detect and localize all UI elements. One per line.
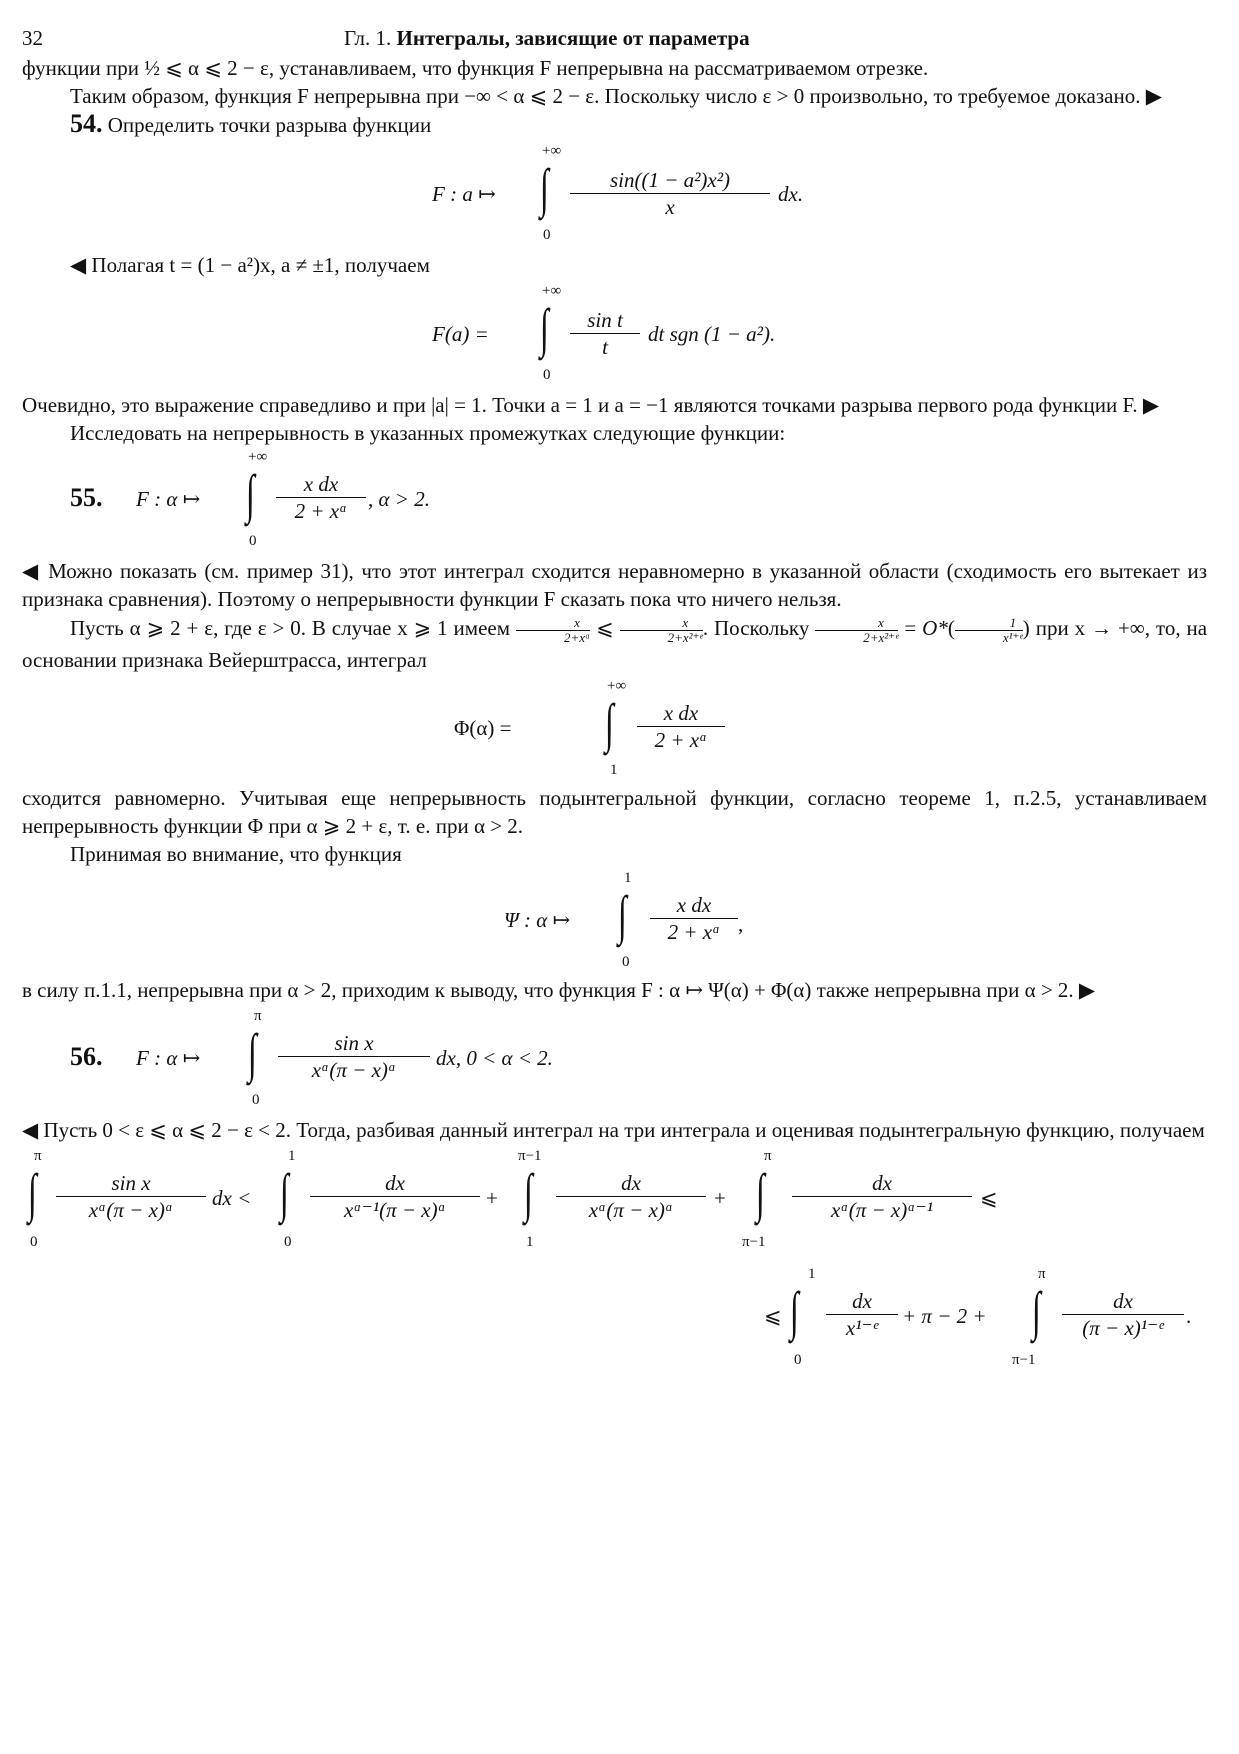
solution-55-3: сходится равномерно. Учитывая еще непрерывность подынтегральной функции, согласно теореме 1, п.2.5, устанавливаем непрерывность функции Φ при α ⩾ 2 + ε, т. е. при α > 2.	[22, 785, 1207, 838]
integral-upper: +∞	[542, 283, 562, 299]
denominator: xᵅ(π − x)ᵅ	[311, 1057, 397, 1082]
fraction	[650, 892, 738, 945]
text: Пусть α ⩾ 2 + ε, где ε > 0. В случае x ⩾ 1 имеем	[70, 616, 511, 640]
integral-lower: π−1	[1012, 1351, 1036, 1368]
eq-tail: dx <	[212, 1185, 252, 1210]
solution-55-5: в силу п.1.1, непрерывна при α > 2, приходим к выводу, что функция F : α ↦ Ψ(α) + Φ(α) также непрерывна при α > 2. ▶	[22, 977, 1096, 1002]
integral-upper: +∞	[248, 449, 268, 465]
page-number: 32	[22, 26, 43, 50]
denominator: xᵅ(π − x)ᵅ	[88, 1197, 174, 1222]
integral-upper: +∞	[542, 143, 562, 159]
integral-lower: 1	[610, 761, 618, 778]
denominator: 2+x²⁺ᵉ	[667, 629, 703, 645]
eq-tail: + π − 2 +	[902, 1303, 987, 1328]
numerator: dx	[556, 1170, 706, 1197]
denominator: x¹⁻ᵉ	[845, 1315, 879, 1340]
fraction	[56, 1170, 206, 1223]
integral-sign-icon: ∫	[248, 1022, 257, 1083]
solution-55-1: ◀ Можно показать (см. пример 31), что этот интеграл сходится неравномерно в указанной области (сходимость его вытекает из признака сравнения). Поэтому о непрерывности функции F сказать пока что ничего нельзя.	[22, 559, 1207, 611]
eq-lhs: F(a) =	[432, 322, 489, 346]
paragraph-1: функции при ½ ⩽ α ⩽ 2 − ε, устанавливаем, что функция F непрерывна на рассматриваемом отрезке.	[22, 56, 929, 80]
page	[22, 20, 1207, 1380]
integral-sign-icon: ∫	[1032, 1280, 1041, 1341]
denominator: 2+x²⁺ᵉ	[863, 629, 899, 645]
equation-phi	[22, 676, 1207, 784]
problem-number: 56.	[70, 1041, 103, 1071]
chapter-label: Гл. 1.	[344, 26, 397, 50]
solution-55-2: Пусть α ⩾ 2 + ε, где ε > 0. В случае x ⩾ 1 имеем $\frac{x}{\text{2+xᵅ}}$ ⩽ $\frac{x}{\text{2+x²⁺ᵉ}}$ . Поскольку $\frac{x}{\text{2+x²⁺ᵉ}}$ = O*( $\frac{1}{\text{x¹⁺ᵉ}}$ ) при x → +∞, то, на основании признака Вейерштрасса, интеграл	[22, 614, 1208, 672]
numerator: 1	[955, 616, 1023, 631]
integral-lower: 0	[30, 1233, 38, 1250]
integral-lower: 0	[252, 1091, 260, 1108]
chapter-title: Интегралы, зависящие от параметра	[396, 26, 750, 50]
fraction	[556, 1170, 706, 1223]
denominator: xᵅ(π − x)ᵅ⁻¹	[831, 1197, 933, 1222]
running-title	[344, 26, 750, 51]
integral-upper: π	[34, 1147, 42, 1164]
solution-54-1: ◀ Полагая t = (1 − a²)x, a ≠ ±1, получаем	[70, 253, 430, 277]
equation-psi	[22, 868, 1207, 976]
integral-sign-icon: ∫	[524, 1162, 533, 1223]
denominator: x	[665, 195, 675, 219]
problem-54-statement	[22, 110, 1207, 139]
eq-lhs: Ψ : α ↦	[504, 907, 571, 932]
eq-tail: .	[1186, 1303, 1192, 1328]
eq-tail: dt sgn (1 − a²).	[648, 322, 776, 346]
big-o: O*	[922, 616, 948, 640]
integral-lower: π−1	[742, 1233, 766, 1250]
paragraph-2: Таким образом, функция F непрерывна при −∞ < α ⩽ 2 − ε. Поскольку число ε > 0 произвольно, то требуемое доказано. ▶	[70, 84, 1162, 108]
integral-sign-icon: ∫	[246, 464, 255, 524]
numerator: sin((1 − a²)x²)	[570, 167, 770, 194]
relation: =	[904, 616, 917, 640]
eq-tail: ,	[738, 911, 744, 936]
numerator: x dx	[637, 700, 725, 727]
numerator: dx	[792, 1170, 972, 1197]
numerator: x dx	[276, 471, 366, 498]
denominator: 2+xᵅ	[563, 629, 591, 645]
fraction	[1062, 1288, 1184, 1341]
eq-lhs: Φ(α) =	[454, 715, 512, 740]
numerator: x	[620, 616, 703, 631]
numerator: sin t	[570, 307, 640, 334]
integral-sign-icon: ∫	[756, 1162, 765, 1223]
problem-56-statement	[22, 1004, 1207, 1116]
denominator: 2 + xᵅ	[294, 499, 348, 523]
small-fraction	[815, 616, 898, 645]
fraction	[826, 1288, 898, 1341]
integral-sign-icon: ∫	[790, 1280, 799, 1341]
integral-lower: 1	[526, 1233, 534, 1250]
integral-lower: 0	[543, 227, 551, 243]
fraction	[310, 1170, 480, 1223]
integral-lower: 0	[794, 1351, 802, 1368]
fraction	[276, 471, 366, 524]
integral-sign-icon: ∫	[280, 1162, 289, 1223]
eq-lead: ⩽	[764, 1303, 782, 1328]
problem-number: 55.	[70, 483, 103, 512]
small-fraction	[620, 616, 703, 645]
small-fraction	[516, 616, 590, 645]
problem-55-statement	[22, 447, 1207, 557]
solution-55-4: Принимая во внимание, что функция	[70, 841, 402, 866]
denominator: x¹⁺ᵉ	[1002, 629, 1023, 645]
estimate-line-2	[22, 1262, 1207, 1380]
denominator: xᵅ(π − x)ᵅ	[588, 1197, 674, 1222]
problem-text: Определить точки разрыва функции	[102, 113, 432, 137]
small-fraction	[955, 616, 1023, 645]
eq-lhs: F : α ↦	[136, 487, 201, 511]
equation-54-2	[22, 279, 1207, 391]
eq-tail: dx, 0 < α < 2.	[436, 1045, 553, 1070]
numerator: x dx	[650, 892, 738, 919]
integral-upper: 1	[288, 1147, 296, 1164]
fraction	[570, 307, 640, 360]
section-intro: Исследовать на непрерывность в указанных промежутках следующие функции:	[70, 421, 786, 445]
fraction	[278, 1030, 430, 1083]
integral-upper: 1	[808, 1265, 816, 1282]
solution-54-2: Очевидно, это выражение справедливо и при |a| = 1. Точки a = 1 и a = −1 являются точками разрыва первого рода функции F. ▶	[22, 393, 1160, 417]
relation: ⩽	[596, 616, 614, 640]
eq-tail: +	[486, 1185, 498, 1210]
integral-upper: π	[764, 1147, 772, 1164]
integral-upper: π−1	[518, 1147, 542, 1164]
integral-upper: +∞	[607, 677, 627, 694]
solution-56-1: ◀ Пусть 0 < ε ⩽ α ⩽ 2 − ε < 2. Тогда, разбивая данный интеграл на три интеграла и оценивая подынтегральную функцию, получаем	[22, 1117, 1205, 1142]
page-header	[22, 20, 1207, 54]
eq-lhs: F : α ↦	[136, 1045, 201, 1070]
integral-lower: 0	[543, 367, 551, 383]
numerator: sin x	[56, 1170, 206, 1197]
integral-upper: π	[1038, 1265, 1046, 1282]
integral-sign-icon: ∫	[540, 158, 549, 218]
problem-number: 54.	[70, 109, 103, 138]
denominator: t	[602, 335, 608, 359]
denominator: xᵅ⁻¹(π − x)ᵅ	[344, 1197, 446, 1222]
eq-tail: dx.	[778, 182, 804, 206]
numerator: x	[516, 616, 590, 631]
integral-lower: 0	[284, 1233, 292, 1250]
numerator: dx	[310, 1170, 480, 1197]
integral-lower: 0	[622, 953, 630, 970]
eq-tail: +	[714, 1185, 726, 1210]
integral-sign-icon: ∫	[605, 692, 614, 753]
numerator: sin x	[278, 1030, 430, 1057]
text: при x → +∞, то, на основании признака Вейерштрасса, интеграл	[22, 616, 1208, 672]
numerator: x	[815, 616, 898, 631]
denominator: 2 + xᵅ	[667, 919, 721, 944]
integral-sign-icon: ∫	[618, 884, 627, 945]
numerator: dx	[1062, 1288, 1184, 1315]
eq-tail: ⩽	[980, 1185, 998, 1210]
denominator: 2 + xᵅ	[654, 727, 708, 752]
eq-tail: , α > 2.	[368, 487, 430, 511]
integral-upper: π	[254, 1007, 262, 1024]
text: . Поскольку	[702, 616, 810, 640]
fraction	[792, 1170, 972, 1223]
integral-sign-icon: ∫	[540, 298, 549, 358]
numerator: dx	[826, 1288, 898, 1315]
eq-lhs: F : a ↦	[432, 182, 496, 206]
denominator: (π − x)¹⁻ᵉ	[1082, 1315, 1164, 1340]
integral-lower: 0	[249, 533, 257, 549]
fraction	[637, 700, 725, 753]
integral-sign-icon: ∫	[28, 1162, 37, 1223]
estimate-line-1	[22, 1144, 1207, 1262]
integral-upper: 1	[624, 869, 632, 886]
equation-54-1	[22, 139, 1207, 251]
fraction	[570, 167, 770, 220]
